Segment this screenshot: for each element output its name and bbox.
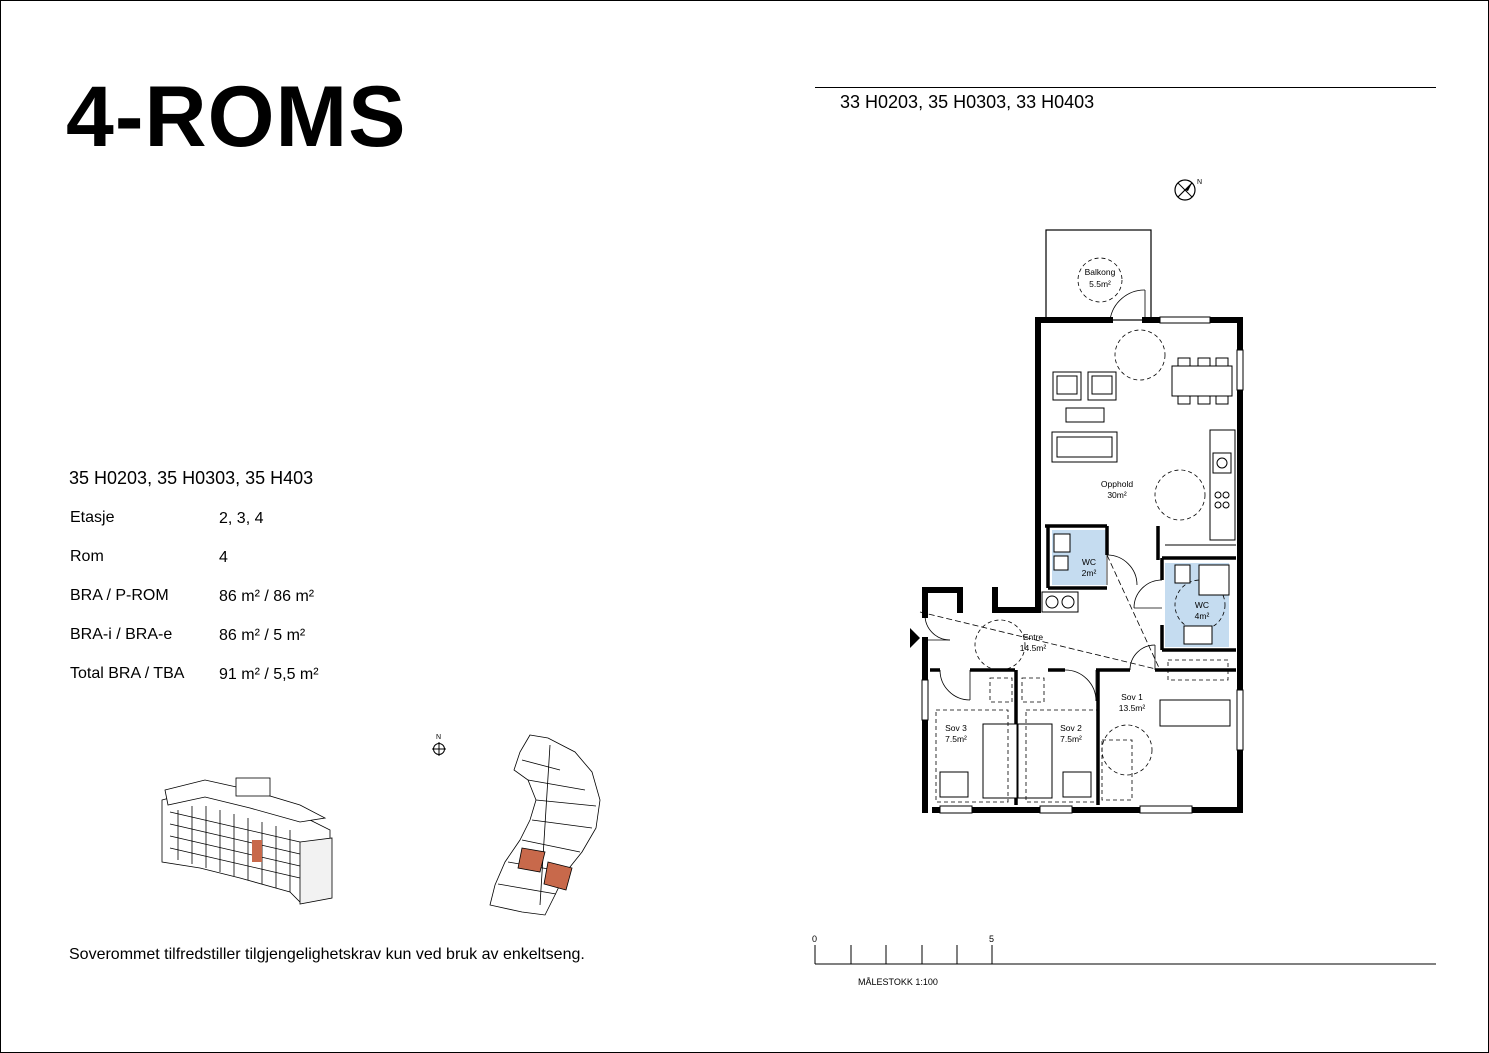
room-wc-large-area: 4m² — [1194, 611, 1210, 621]
info-label: BRA / P-ROM — [70, 587, 169, 604]
room-sov3-area: 7.5m² — [945, 734, 967, 744]
info-value: 86 m² / 5 m² — [219, 627, 306, 644]
north-letter: N — [436, 734, 442, 741]
room-sov2-area: 7.5m² — [1060, 734, 1082, 744]
scale-bar — [815, 945, 1436, 964]
info-value: 2, 3, 4 — [219, 510, 264, 527]
room-wc-small-area: 2m² — [1081, 568, 1097, 578]
entrance-arrow-icon — [910, 628, 920, 648]
room-wc-small-name: WC — [1081, 557, 1097, 567]
info-value: 86 m² / 86 m² — [219, 588, 315, 605]
room-balkong-area: 5.5m² — [1089, 279, 1111, 289]
info-label: Rom — [70, 548, 104, 565]
info-label: BRA-i / BRA-e — [70, 626, 173, 643]
room-sov3-name: Sov 3 — [945, 723, 967, 733]
room-entre-name: Entre — [1022, 632, 1044, 642]
room-sov1-name: Sov 1 — [1121, 692, 1143, 702]
room-entre-area: 14.5m² — [1019, 643, 1047, 653]
info-value: 91 m² / 5,5 m² — [219, 666, 319, 683]
footnote: Soverommet tilfredstiller tilgjengelighetskrav kun ved bruk av enkeltseng. — [69, 946, 585, 963]
floor-plan — [910, 230, 1243, 813]
unit-codes: 35 H0203, 35 H0303, 35 H403 — [69, 468, 314, 488]
info-label: Etasje — [70, 509, 115, 526]
header-unit-codes: 33 H0203, 35 H0303, 33 H0403 — [840, 92, 1095, 112]
room-sov1-area: 13.5m² — [1118, 703, 1146, 713]
building-3d-illustration — [162, 778, 332, 904]
scale-start-label: 0 — [812, 934, 818, 944]
plan-north-letter: N — [1197, 179, 1203, 186]
scale-end-label: 5 — [989, 934, 995, 944]
room-opphold-name: Opphold — [1100, 479, 1134, 489]
north-arrow-icon — [432, 734, 446, 756]
scale-caption: MÅLESTOKK 1:100 — [858, 977, 938, 987]
info-label: Total BRA / TBA — [70, 665, 185, 682]
plan-north-icon — [1175, 179, 1202, 200]
room-balkong-name: Balkong — [1084, 267, 1116, 277]
room-sov2-name: Sov 2 — [1060, 723, 1082, 733]
room-wc-large-name: WC — [1194, 600, 1210, 610]
info-value: 4 — [219, 549, 228, 566]
room-opphold-area: 30m² — [1107, 490, 1127, 500]
page-title: 4-ROMS — [66, 69, 407, 165]
site-plan-illustration — [490, 735, 600, 915]
